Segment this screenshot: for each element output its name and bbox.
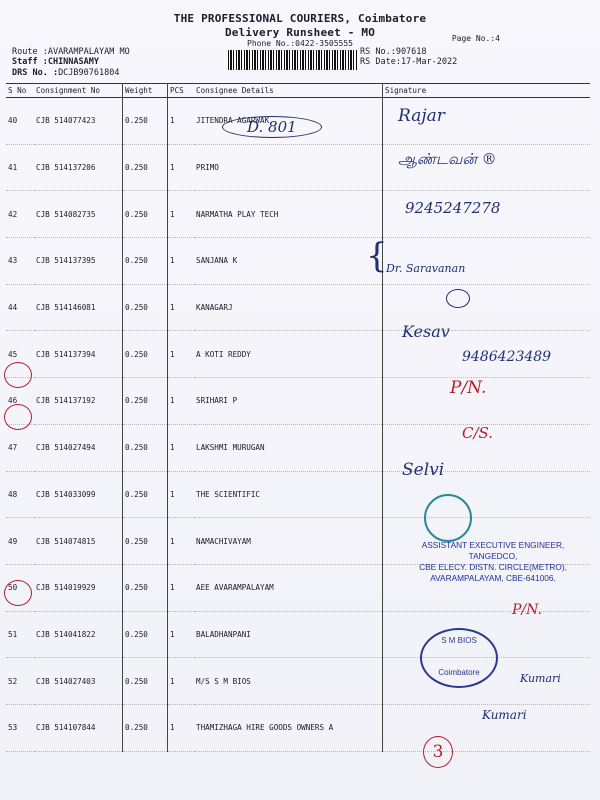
cell-sno: 50	[6, 564, 34, 611]
cell-pcs: 1	[168, 564, 195, 611]
company-title: THE PROFESSIONAL COURIERS, Coimbatore	[173, 12, 427, 25]
cell-consignment: CJB 514033099	[34, 471, 123, 518]
cell-weight: 0.250	[123, 238, 168, 285]
cell-consignment: CJB 514027494	[34, 424, 123, 471]
cell-consignee: KANAGARJ	[194, 284, 383, 331]
circle-mark-51	[4, 580, 32, 606]
cell-consignment: CJB 514137206	[34, 144, 123, 191]
runsheet-title: Delivery Runsheet - MO	[224, 26, 376, 39]
cell-weight: 0.250	[123, 331, 168, 378]
table-row	[6, 284, 590, 331]
route-label: Route :	[12, 47, 48, 57]
phone-row-45: 9486423489	[462, 349, 552, 365]
cell-sno: 49	[6, 518, 34, 565]
table-row	[6, 378, 590, 425]
cell-sno: 46	[6, 378, 34, 425]
table-row	[6, 471, 590, 518]
signature-row-48: Selvi	[402, 460, 445, 480]
header-consignee: Consignee Details	[194, 84, 383, 98]
cell-sno: 47	[6, 424, 34, 471]
cell-consignee: A KOTI REDDY	[194, 331, 383, 378]
page-number: Page No.:4	[451, 34, 500, 43]
cell-consignment: CJB 514019929	[34, 564, 123, 611]
cell-weight: 0.250	[123, 144, 168, 191]
cell-consignment: CJB 514027403	[34, 658, 123, 705]
page-count-circle: 3	[423, 736, 453, 768]
signature-row-42: 9245247278	[405, 199, 501, 217]
cell-pcs: 1	[168, 284, 195, 331]
cell-pcs: 1	[168, 98, 195, 145]
signature-row-43: Dr. Saravanan	[386, 262, 466, 275]
cell-pcs: 1	[168, 424, 195, 471]
cell-sno: 40	[6, 98, 34, 145]
seal-city: Coimbatore	[438, 668, 480, 677]
cell-consignee: SRIHARI P	[194, 378, 383, 425]
cell-pcs: 1	[168, 238, 195, 285]
stamp-line-3: CBE ELECY. DISTN. CIRCLE(METRO),	[419, 562, 567, 572]
staff-value: CHINNASAMY	[47, 57, 100, 67]
circle-mark-47	[4, 404, 32, 430]
cell-weight: 0.250	[123, 378, 168, 425]
pn-mark-row-46: P/N.	[450, 378, 487, 398]
cell-consignee: BALADHANPANI	[194, 611, 383, 658]
seal-name: S M BIOS	[441, 636, 477, 645]
cell-pcs: 1	[168, 191, 195, 238]
cell-consignee: M/S S M BIOS	[194, 658, 383, 705]
cell-pcs: 1	[168, 704, 195, 751]
route-value: AVARAMPALAYAM MO	[47, 47, 130, 57]
cell-sno: 53	[6, 704, 34, 751]
cell-consignee: THAMIZHAGA HIRE GOODS OWNERS A	[194, 704, 383, 751]
table-row	[6, 144, 590, 191]
cell-weight: 0.250	[123, 704, 168, 751]
cell-consignee: JITENDRA AGARWAK	[194, 98, 383, 145]
cell-sno: 51	[6, 611, 34, 658]
table-header-row	[6, 84, 590, 98]
cell-consignee: THE SCIENTIFIC	[194, 471, 383, 518]
staff-line	[12, 57, 99, 67]
signature-row-53b: Kumari	[482, 708, 527, 722]
cell-pcs: 1	[168, 144, 195, 191]
stamp-line-2: TANGEDCO,	[468, 551, 518, 561]
cell-sno: 42	[6, 191, 34, 238]
tangedco-stamp	[408, 540, 578, 584]
table-row	[6, 238, 590, 285]
brace-mark: {	[366, 236, 388, 276]
drs-label: DRS No. :	[12, 68, 59, 78]
cell-consignment: CJB 514137192	[34, 378, 123, 425]
circle-mark-46	[4, 362, 32, 388]
cell-weight: 0.250	[123, 98, 168, 145]
cell-pcs: 1	[168, 378, 195, 425]
cell-consignee: NARMATHA PLAY TECH	[194, 191, 383, 238]
cell-pcs: 1	[168, 518, 195, 565]
cell-sno: 44	[6, 284, 34, 331]
cell-consignment: CJB 514077423	[34, 98, 123, 145]
rs-date: RS Date:17-Mar-2022	[360, 57, 458, 67]
handwritten-d801: D. 801	[222, 116, 322, 138]
stamp-line-4: AVARAMPALAYAM, CBE-641006.	[430, 573, 556, 583]
cell-signature	[383, 238, 591, 285]
staff-label: Staff :	[12, 57, 48, 67]
header-consignment: Consignment No	[34, 84, 123, 98]
cell-sno: 41	[6, 144, 34, 191]
signature-row-53a: Kumari	[520, 672, 561, 685]
drs-value: DCJB90761804	[58, 68, 120, 78]
cell-sno: 48	[6, 471, 34, 518]
header-sno: S No	[6, 84, 34, 98]
sm-bios-seal	[420, 628, 498, 688]
rs-number: RS No.:907618	[360, 47, 427, 57]
barcode	[228, 50, 358, 70]
cell-consignment: CJB 514074815	[34, 518, 123, 565]
cell-weight: 0.250	[123, 518, 168, 565]
header-signature: Signature	[383, 84, 591, 98]
pn-mark-row-51: P/N.	[512, 602, 542, 618]
cell-consignment: CJB 514107844	[34, 704, 123, 751]
table-row	[6, 658, 590, 705]
cell-weight: 0.250	[123, 284, 168, 331]
route-line	[12, 47, 130, 57]
cs-mark-row-47: C/S.	[462, 424, 494, 442]
signature-row-41: ஆண்டவன் ®	[398, 150, 497, 168]
signature-row-45: Kesav	[402, 322, 450, 341]
cell-consignment: CJB 514137394	[34, 331, 123, 378]
cell-consignment: CJB 514146081	[34, 284, 123, 331]
table-row	[6, 191, 590, 238]
cell-pcs: 1	[168, 658, 195, 705]
header-pcs: PCS	[168, 84, 195, 98]
phone-number: Phone No.:0422-3505555	[247, 39, 353, 48]
cell-consignee: AEE AVARAMPALAYAM	[194, 564, 383, 611]
cell-weight: 0.250	[123, 424, 168, 471]
signature-row-40: Rajar	[398, 106, 445, 126]
cell-consignee: LAKSHMI MURUGAN	[194, 424, 383, 471]
cell-pcs: 1	[168, 611, 195, 658]
table-row	[6, 611, 590, 658]
cell-sno: 45	[6, 331, 34, 378]
cell-weight: 0.250	[123, 471, 168, 518]
cell-consignee: PRIMO	[194, 144, 383, 191]
cell-weight: 0.250	[123, 658, 168, 705]
cell-consignment: CJB 514082735	[34, 191, 123, 238]
cell-consignee: NAMACHIVAYAM	[194, 518, 383, 565]
cell-sno: 52	[6, 658, 34, 705]
table-row	[6, 424, 590, 471]
round-seal-row-49	[424, 494, 472, 542]
cell-weight: 0.250	[123, 191, 168, 238]
drs-line	[12, 68, 119, 78]
cell-pcs: 1	[168, 471, 195, 518]
cell-pcs: 1	[168, 331, 195, 378]
cell-consignment: CJB 514137395	[34, 238, 123, 285]
runsheet-table	[6, 83, 590, 752]
cell-consignment: CJB 514041822	[34, 611, 123, 658]
stamp-line-1: ASSISTANT EXECUTIVE ENGINEER,	[421, 540, 565, 550]
cell-weight: 0.250	[123, 564, 168, 611]
cell-sno: 43	[6, 238, 34, 285]
initial-circle-mark	[446, 289, 470, 308]
header-weight: Weight	[123, 84, 168, 98]
cell-consignee: SANJANA K	[194, 238, 383, 285]
cell-weight: 0.250	[123, 611, 168, 658]
